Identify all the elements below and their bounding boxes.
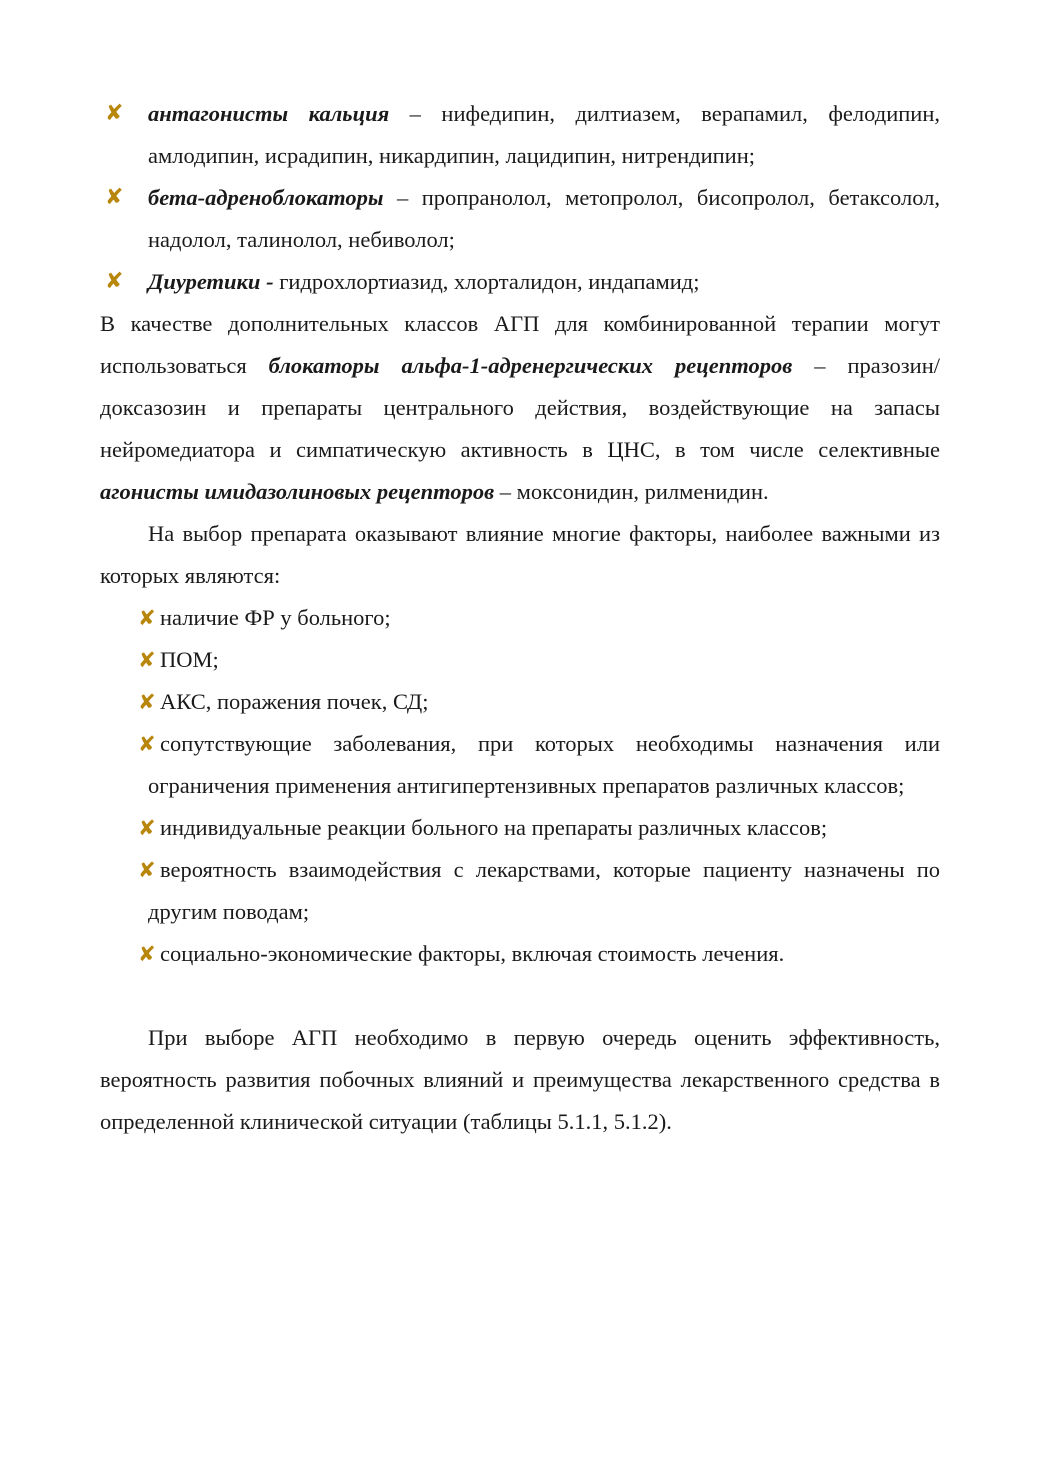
additional-classes-paragraph <box>100 303 940 513</box>
drug-class-item <box>100 177 940 261</box>
paragraph-gap <box>100 975 940 1017</box>
conclusion-paragraph: При выборе АГП необходимо в первую очередь оценить эффективность, вероятность развития побочных влияний и преимущества лекарственного средства в определенной клинической ситуации (таблицы 5.1.1, 5.1.2). <box>100 1025 940 1134</box>
factor-item <box>100 639 940 681</box>
ballot-x-icon: ✘ <box>105 185 124 210</box>
factor-item <box>100 723 940 807</box>
ballot-x-icon: ✘ <box>138 732 156 756</box>
ballot-x-icon: ✘ <box>138 858 156 882</box>
alpha-blockers-term: блокаторы альфа-1-адренергических рецепторов <box>268 353 793 378</box>
ballot-x-icon: ✘ <box>138 606 156 630</box>
drug-class-text: – пропранолол, метопролол, бисопролол, бетаксолол, надолол, талинолол, небиволол; <box>148 185 940 252</box>
drug-class-term: бета-адреноблокаторы <box>148 185 384 210</box>
ballot-x-icon: ✘ <box>138 648 156 672</box>
factor-text: АКС, поражения почек, СД; <box>160 689 429 714</box>
factor-text: наличие ФР у больного; <box>160 605 391 630</box>
paragraph-text: В качестве дополнительных классов АГП для комбинированной терапии могут использоваться <box>100 311 940 378</box>
ballot-x-icon: ✘ <box>138 816 156 840</box>
drug-class-item <box>100 93 940 177</box>
factor-item <box>100 933 940 975</box>
ballot-x-icon: ✘ <box>138 690 156 714</box>
factor-text: ПОМ; <box>160 647 219 672</box>
ballot-x-icon: ✘ <box>105 101 124 126</box>
factor-item <box>100 597 940 639</box>
factor-text: социально-экономические факторы, включая стоимость лечения. <box>160 941 785 966</box>
factor-item <box>100 807 940 849</box>
drug-class-term: антагонисты кальция <box>148 101 390 126</box>
factors-intro-paragraph: На выбор препарата оказывают влияние многие факторы, наиболее важными из которых являются: <box>100 521 940 588</box>
factor-text: индивидуальные реакции больного на препараты различных классов; <box>160 815 828 840</box>
factor-item <box>100 849 940 933</box>
drug-class-text: – нифедипин, дилтиазем, верапамил, фелодипин, амлодипин, исрадипин, никардипин, лацидипин, нитрендипин; <box>148 101 940 168</box>
ballot-x-icon: ✘ <box>138 942 156 966</box>
factor-item <box>100 681 940 723</box>
paragraph-text: – моксонидин, рилменидин. <box>494 479 769 504</box>
factor-text: сопутствующие заболевания, при которых необходимы назначения или ограничения применения антигипертензивных препаратов различных классов; <box>148 731 940 798</box>
drug-class-term: Диуретики - <box>148 269 280 294</box>
imidazoline-agonists-term: агонисты имидазолиновых рецепторов <box>100 479 495 504</box>
document-body <box>100 93 940 1143</box>
ballot-x-icon: ✘ <box>105 269 124 294</box>
drug-class-item <box>100 261 940 303</box>
drug-class-text: гидрохлортиазид, хлорталидон, индапамид; <box>279 269 700 294</box>
factor-text: вероятность взаимодействия с лекарствами, которые пациенту назначены по другим поводам; <box>148 857 940 924</box>
paragraph-text: – празозин/доксазозин и препараты центрального действия, воздействующие на запасы нейромедиатора и симпатическую активность в ЦНС, в том числе селективные <box>100 353 940 462</box>
